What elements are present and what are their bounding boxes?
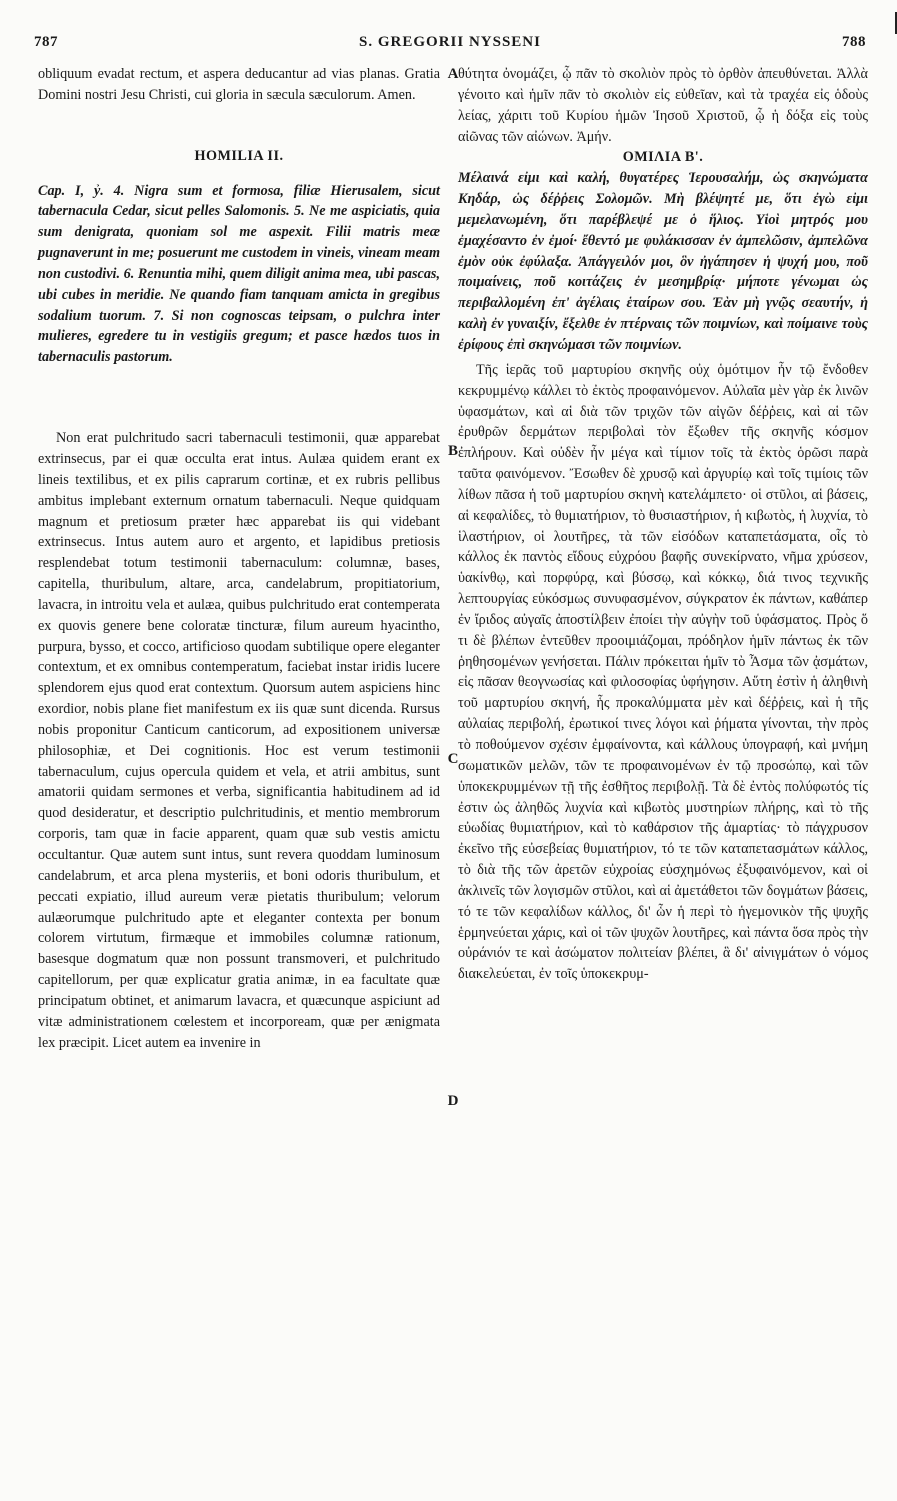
margin-letter-b: B <box>447 443 458 459</box>
greek-column <box>458 64 868 985</box>
margin-letter-a: A <box>447 66 459 82</box>
page-number-left: 787 <box>34 34 58 50</box>
greek-body-text: Τῆς ἱερᾶς τοῦ μαρτυρίου σκηνῆς οὐχ ὁμότιμον ἦν τῷ ἔνδοθεν κεκρυμμένῳ κάλλει τὸ ἐκτὸς προφαινόμενον. Αὐλαῖα μὲν γὰρ ἐκ λινῶν ὑφασμάτων, καὶ αἱ διὰ τῶν τριχῶν τῶν αἰγῶν δέῤῥεις, καὶ αἱ τῶν ἐρυθρῶν δερμάτων περιβολαὶ τὸν ἔξωθεν τῆς σκηνῆς κόσμον ἐπλήρουν. Καὶ οὐδὲν ἦν μέγα καὶ τίμιον τοῖς τὰ ἐκτὸς ὁρῶσι παρὰ ταῦτα φαινόμενον. Ἔσωθεν δὲ χρυσῷ καὶ ἀργυρίῳ καὶ τοῖς τιμίοις τῶν λίθων πᾶσα ἡ τοῦ μαρτυρίου σκηνὴ κατελάμπετο· οἱ στῦλοι, αἱ βάσεις, αἱ κεφαλίδες, τὸ θυμιατήριον, τὸ θυσιαστήριον, ἡ κιβωτὸς, ἡ λυχνία, τὸ ἱλαστήριον, οἱ λουτῆρες, τὰ τῶν εἰσόδων καταπετάσματα, οἷς τὸ κάλλος ἐκ παντὸς εἴδους εὐχρόου βαφῆς συνεκίρνατο, νῆμα χρύσεον, ὑακίνθῳ, καὶ πορφύρᾳ, καὶ βύσσῳ, καὶ κόκκῳ, διά τινος τεχνικῆς λεπτουργίας εὐκόσμως συνυφασμένον, σύγκρατον ἐκ πάντων, καθάπερ ἐν ἴριδος αὐγαῖς ἀποστίλβειν ἐποίει τὴν αὐγὴν τοῦ ὑφάσματος. Πρὸς ὅ τι δὲ βλέπων ἐντεῦθεν προοιμιάζομαι, πρόδηλον ἡμῖν πάντως ἐκ τῶν ῥηθησομένων γενήσεται. Πάλιν πρόκειται ἡμῖν τὸ Ἆσμα τῶν ᾀσμάτων, εἰς πᾶσαν θεογνωσίας καὶ φιλοσοφίας ὑφήγησιν. Αὕτη ἐστὶν ἡ ἀληθινὴ τοῦ μαρτυρίου σκηνή, ἧς προκαλύμματα μὲν καὶ δέῤῥεις, καὶ ἡ τῆς αὐλαίας περιβολή, ἐρωτικοί τινες λόγοι καὶ ῥήματα γίνονται, τὴν πρὸς τὸ ποθούμενον σχέσιν ἐμφαίνοντα, καὶ κάλλους ὑπογραφή, καὶ μνήμη σωματικῶν μελῶν, τῶν τε προφαινομένων ἐν τῷ προσώπῳ, καὶ τῶν ὑποκεκρυμμένων τῇ τῆς ἐσθῆτος περιβολῇ. Τὰ δὲ ἐντὸς πολύφωτός τίς ἐστιν ὡς ἀληθῶς λυχνία καὶ κιβωτὸς μυστηρίων πλήρης, καὶ τὸ τῆς εὐωδίας θυμιατήριον, καὶ τὸ καθάρσιον τῆς ἁμαρτίας· τὸ πάγχρυσον ἐκεῖνο τῆς εὐσεβείας θυμιατήριον, τό τε τῶν καταπετασμάτων κάλλος, τὸ διὰ τῆς τῶν ἀρετῶν εὐχροίας εὐσχημόνως ἐξυφαινόμενον, καὶ οἱ ἀκλινεῖς τῶν λογισμῶν στῦλοι, καὶ αἱ ἀμετάθετοι τῶν δογμάτων βάσεις, τό τε τῶν κεφαλίδων κάλλος, δι' ὧν ἡ περὶ τὸ ἡγεμονικὸν τῆς ψυχῆς ἑρμηνεύεται χάρις, καὶ οἱ τῶν ψυχῶν λουτῆρες, καὶ πάντα ὅσα πρὸς τὴν οὐράνιόν τε καὶ ἀσώματον πολιτείαν βλέπει, ἃ δι' αἰνιγμάτων ὁ νόμος διακελεύεται, ἐν τοῖς ὑποκεκρυμ- <box>458 361 868 983</box>
greek-scripture-verses: Μέλαινά εἰμι καὶ καλή, θυγατέρες Ἱερουσαλήμ, ὡς σκηνώματα Κηδάρ, ὡς δέῤῥεις Σολομῶν. Μὴ βλέψητέ με, ὅτι ἐγὼ εἰμι μεμελανωμένη, ὅτι παρέβλεψέ με ὁ ἥλιος. Υἱοὶ μητρός μου ἐμαχέσαντο ἐν ἐμοί· ἔθεντό με φυλάκισσαν ἐν ἀμπελῶσιν, ἀμπελῶνα ἐμὸν οὐκ ἐφύλαξα. Ἀπάγγειλόν μοι, ὃν ἠγάπησεν ἡ ψυχή μου, ποῦ ποιμαίνεις, ποῦ κοιτάζεις ἐν μεσημβρίᾳ· μήποτε γένωμαι ὡς περιβαλλομένη ἐπ' ἀγέλαις ἑταίρων σου. Ἐὰν μὴ γνῷς σεαυτήν, ἡ καλὴ ἐν γυναιξίν, ἔξελθε ἐν πτέρναις τῶν ποιμνίων, καὶ ποίμαινε τοὺς ἐρίφους ἐπὶ σκηνώμασι τῶν ποιμνίων. <box>458 170 868 353</box>
greek-closing-paragraph: θύτητα ὀνομάζει, ᾧ πᾶν τὸ σκολιὸν πρὸς τὸ ὀρθὸν ἀπευθύνεται. Ἀλλὰ γένοιτο καὶ ἡμῖν πᾶν τὸ σκολιὸν εἰς εὐθεῖαν, καὶ τὰ τραχέα εἰς ὁδοὺς λείας, χάριτι τοῦ Κυρίου ἡμῶν Ἰησοῦ Χριστοῦ, ᾧ ἡ δόξα εἰς τοὺς αἰῶνας τῶν αἰώνων. Ἀμήν. <box>458 66 868 145</box>
latin-closing-paragraph: obliquum evadat rectum, et aspera deducantur ad vias planas. Gratia Domini nostri Jesu Christi, cui gloria in sæcula sæculorum. Amen. <box>38 66 440 103</box>
greek-homily-title: ΟΜΙΛΙΑ Β'. <box>622 149 704 166</box>
running-title: S. GREGORII NYSSENI <box>359 34 541 50</box>
latin-column <box>38 64 440 1053</box>
page-number-right: 788 <box>842 34 866 50</box>
latin-body-text: Non erat pulchritudo sacri tabernaculi testimonii, quæ apparebat extrinsecus, par ei quæ occulta erat intus. Aulæa quidem erant ex lineis textilibus, et ex pilis caprarum cortinæ, et ex rubris pellibus ambitus implebant externum ornatum tabernaculi. Neque quidquam magnum et pretiosum præter hæc apparebat iis qui videbant extrinsecus. Intus autem auro et argento, et lapidibus pretiosis resplendebat totum testimonii tabernaculum: columnæ, bases, capitella, thuribulum, altare, arca, candelabrum, propitiatorium, lavacra, in introitu vela et aulæa, quibus pulchritudo erat contemperata ex quovis genere bene coloratæ tincturæ, filum aureum hyacintho, purpura, bysso, et cocco, artificioso quodam subtilique opere eleganter contextum, et ex omnibus contemperatum, faciebat instar iridis lucere splendorem ejus quod erat contextum. Quorsum autem aspiciens hinc exordior, nobis plane fiet manifestum ex iis quæ sunt dicenda. Rursus nobis proponitur Canticum canticorum, ad expositionem universæ philosophiæ, et Dei cognitionis. Hoc est verum testimonii tabernaculum, cujus opercula quidem et vela, et atrii ambitus, sunt amatorii quidam sermones et verba, significantia habitudinem ad id quod desideratur, et descriptio pulchritudinis, et mentio membrorum corporis, tam quæ in facie apparent, quam quæ sub vestis amictu occultantur. Quæ autem sunt intus, sunt revera quoddam luminosum candelabrum, et arca plena mysteriis, et boni odoris thuribulum, et peccati expiatio, illud aureum veræ pietatis thuribulum; velorum aulæorumque pulchritudo apte et eleganter contexta per bonum colorem virtutum, firmæque et immobiles columnæ rationum, basesque dogmatum quæ non possunt transmoveri, et pulchritudo capitellorum, per quæ explicatur gratia animæ, in ea facultate quæ principatum obtinet, et animarum lavacra, et quæcunque aspiciunt ad vitæ administrationem cœlestem et incorpoream, quæ per ænigmata lex præcipit. Licet autem ea invenire in <box>38 430 440 1051</box>
latin-homily-title: HOMILIA II. <box>194 147 284 164</box>
running-header <box>34 34 866 56</box>
margin-letter-d: D <box>447 1093 459 1109</box>
latin-scripture-verses: Cap. I, ỷ. 4. Nigra sum et formosa, filiæ Hierusalem, sicut tabernacula Cedar, sicut pelles Salomonis. 5. Ne me aspiciatis, quia sum denigrata, quoniam sol me aspexit. Filii matris meæ pugnaverunt in me; posuerunt me custodem in vineis, vineam meam non custodivi. 6. Renuntia mihi, quem diligit anima mea, ubi pascas, ubi cubes in meridie. Ne quando fiam tanquam amicta in gregibus sodalium tuorum. 7. Si non cognoscas teipsam, o pulchra inter mulieres, egredere tu in vestigiis gregum; et pasce hædos tuos in tabernaculis pastorum. <box>38 182 440 366</box>
margin-letter-c: C <box>447 751 459 767</box>
